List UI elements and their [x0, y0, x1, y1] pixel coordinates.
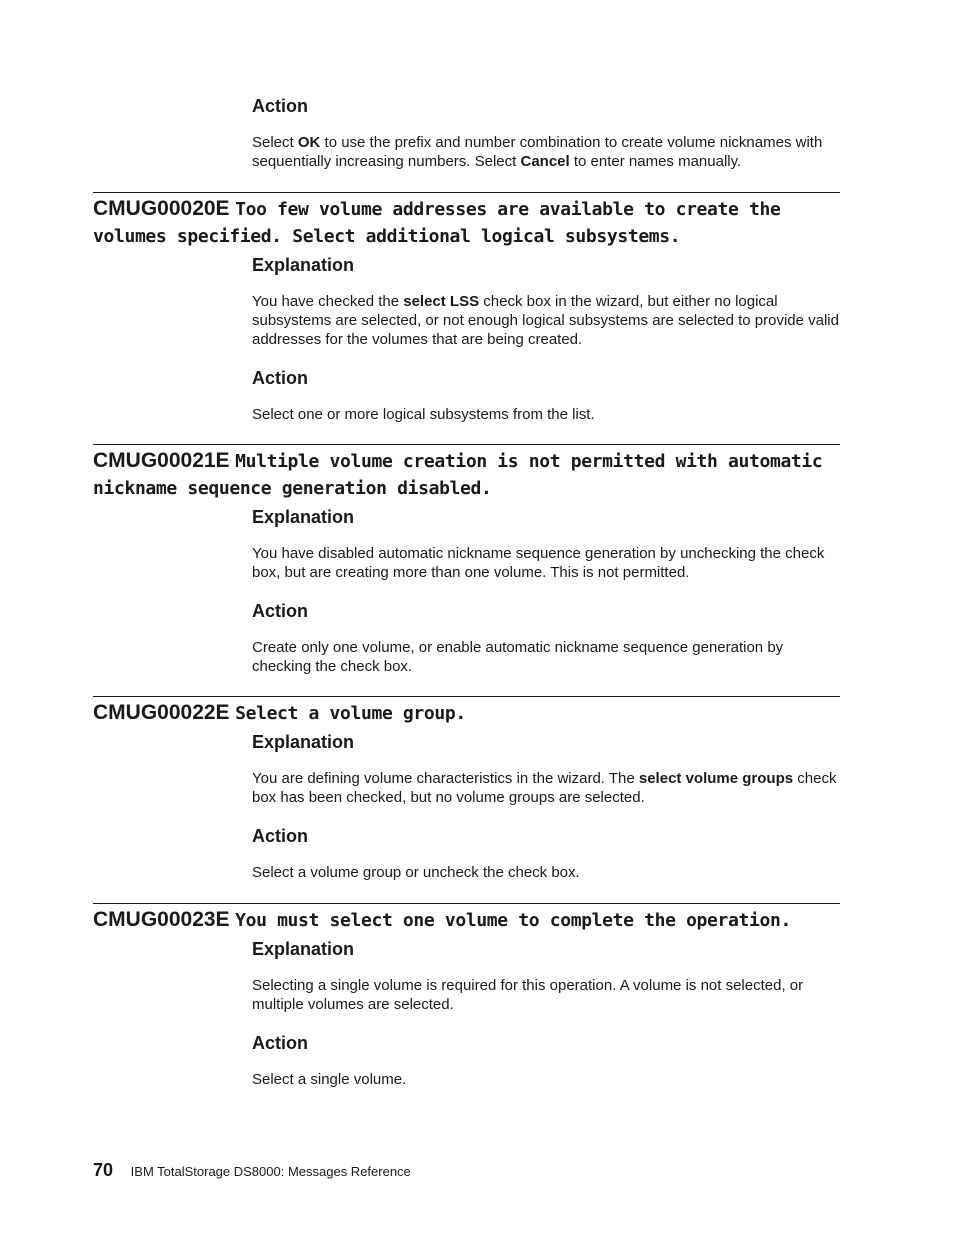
explanation-heading: Explanation [252, 507, 355, 527]
message-cmug00022e [93, 696, 840, 900]
explanation-text-part: You have checked the [252, 293, 404, 310]
action-heading: Action [252, 96, 308, 116]
action-heading: Action [252, 601, 308, 621]
message-id: CMUG00020E [93, 197, 230, 220]
explanation-text-part: You are defining volume characteristics in the wizard. The [252, 770, 639, 787]
message-id: CMUG00022E [93, 701, 230, 724]
explanation-heading: Explanation [252, 939, 355, 959]
page-number: 70 [93, 1160, 114, 1180]
message-id: CMUG00023E [93, 908, 230, 931]
action-text: Create only one volume, or enable automatic nickname sequence generation by checking the check box. [252, 639, 784, 675]
explanation-text: You have disabled automatic nickname sequence generation by unchecking the check box, but are creating more than one volume. This is not permitted. [252, 545, 825, 581]
select-volume-groups-term: select volume groups [638, 770, 794, 787]
explanation-heading: Explanation [252, 732, 355, 752]
cancel-term: Cancel [520, 153, 570, 170]
explanation-text: Selecting a single volume is required for this operation. A volume is not selected, or multiple volumes are selected. [252, 977, 804, 1013]
explanation-heading: Explanation [252, 255, 355, 275]
message-text: Too few volume addresses are available to create the volumes specified. Select additional logical subsystems. [93, 199, 781, 247]
explanation-text [252, 292, 842, 349]
explanation-text-part: check box in the wizard, but either no logical subsystems are selected, or not enough logical subsystems are selected to provide valid addresses for the volumes that are being created. [252, 293, 839, 348]
action-text: Select a volume group or uncheck the check box. [252, 864, 580, 881]
message-title [93, 448, 840, 502]
message-text: Multiple volume creation is not permitted with automatic nickname sequence generation disabled. [93, 451, 823, 499]
action-heading: Action [252, 826, 308, 846]
message-cmug00023e [93, 903, 840, 1107]
action-heading: Action [252, 1033, 308, 1053]
message-title [93, 907, 840, 934]
action-text-part: to enter names manually. [569, 153, 742, 170]
ok-term: OK [297, 134, 321, 151]
message-text: Select a volume group. [235, 703, 466, 724]
message-body [252, 254, 842, 424]
action-text: Select a single volume. [252, 1071, 407, 1088]
message-text: You must select one volume to complete the operation. [235, 910, 791, 931]
select-lss-term: select LSS [403, 293, 480, 310]
message-body [252, 731, 842, 882]
message-cmug00021e [93, 444, 840, 694]
action-text: Select one or more logical subsystems from the list. [252, 406, 595, 423]
message-body [252, 938, 842, 1089]
message-id: CMUG00021E [93, 449, 230, 472]
action-text-part: to use the prefix and number combination to create volume nicknames with sequentially increasing numbers. Select [252, 134, 823, 170]
intro-action-section [252, 95, 852, 171]
explanation-text [252, 769, 842, 807]
action-text-part: Select [252, 134, 298, 151]
page-footer [93, 1160, 411, 1181]
message-title [93, 196, 840, 250]
explanation-text-part: check box has been checked, but no volume groups are selected. [252, 770, 837, 806]
message-body [252, 506, 842, 676]
message-cmug00020e [93, 192, 840, 442]
message-title [93, 700, 840, 727]
footer-title: IBM TotalStorage DS8000: Messages Reference [130, 1164, 411, 1179]
action-heading: Action [252, 368, 308, 388]
action-text [252, 133, 852, 171]
